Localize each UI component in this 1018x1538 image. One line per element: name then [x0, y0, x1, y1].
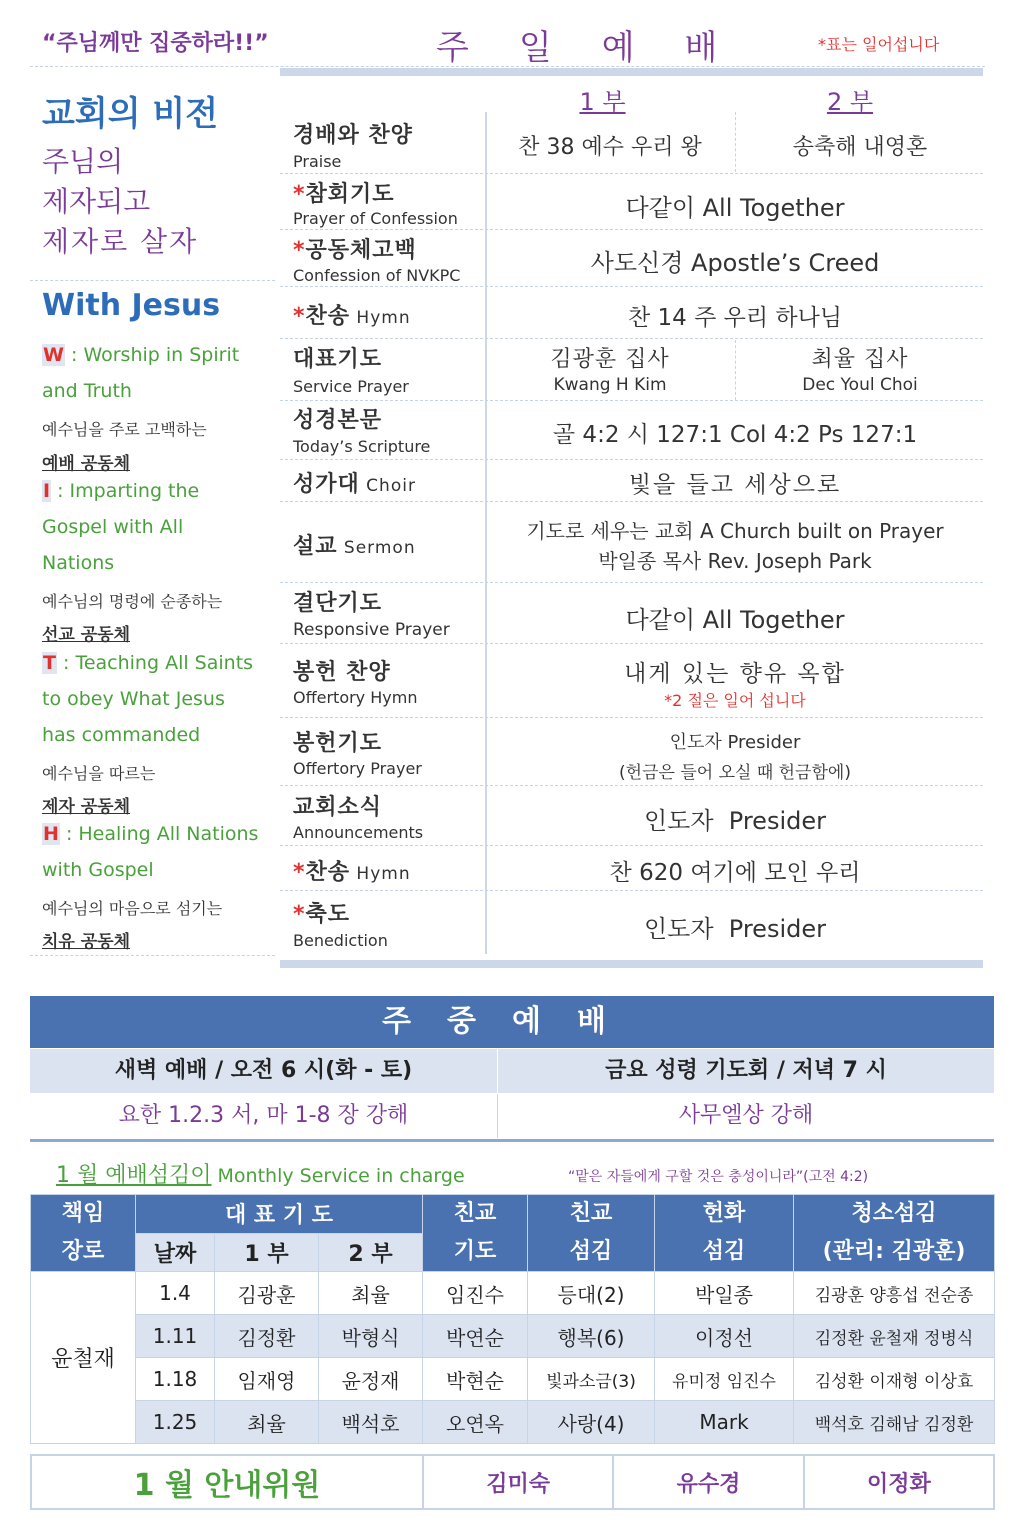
dawn-head: 새벽 예배 / 오전 6 시(화 - 토) [30, 1049, 497, 1093]
sermon-en: Sermon [337, 538, 416, 558]
vision-line: 주님의 [42, 145, 124, 178]
column-divider [485, 112, 487, 954]
choir-label: 성가대 [293, 472, 360, 497]
row-fellowship-prayer: 임진수 [423, 1272, 528, 1315]
stand-note: *표는 일어섭니다 [818, 35, 940, 54]
row-fellowship-prayer: 박현순 [423, 1358, 528, 1401]
announce-en: Announcements [293, 823, 424, 842]
weekly-title: 주중예배 [30, 996, 994, 1048]
col-1bu: 1 부 [579, 88, 626, 116]
h-line: H : Healing All Nations [43, 823, 259, 845]
t-line3: has commanded [42, 724, 201, 746]
split [735, 112, 736, 172]
i-letter: I [43, 480, 51, 502]
row-divider [280, 286, 983, 287]
table-top-band [280, 68, 983, 76]
monthly-verse: “맡은 자들에게 구할 것은 충성이니라”(고전 4:2) [568, 1169, 869, 1185]
sermon-title: 기도로 세우는 교회 A Church built on Prayer [526, 519, 944, 543]
row-flower: Mark [655, 1401, 794, 1444]
row-date: 1.11 [136, 1315, 215, 1358]
scripture-value: 골 4:2 시 127:1 Col 4:2 Ps 127:1 [552, 422, 918, 448]
row-divider [280, 173, 983, 174]
prayer-2-en: Dec Youl Choi [802, 375, 918, 395]
row-2bu: 윤정재 [319, 1358, 423, 1401]
star: * [293, 860, 306, 885]
confession-value: 다같이 All Together [625, 194, 845, 222]
dawn-body: 요한 1.2.3 서, 마 1-8 장 강해 [118, 1103, 409, 1128]
header-cleaning: 청소섬김 (관리: 김광훈) [794, 1195, 995, 1272]
col-2bu: 2 부 [826, 88, 874, 116]
hymn1-en: Hymn [350, 308, 411, 328]
bene-value: 인도자 Presider [643, 915, 826, 943]
h-kr: 예수님의 마음으로 섬기는 [42, 899, 223, 918]
elder-name: 윤철재 [31, 1272, 136, 1444]
row-divider [280, 229, 983, 230]
prayer-2: 최율 집사 [811, 347, 909, 372]
header-elder: 책임 장로 [31, 1195, 136, 1272]
vision-line: 제자되고 [42, 185, 151, 218]
row-fellowship-prayer: 박연순 [423, 1315, 528, 1358]
motto: “주님께만 집중하라!!” [42, 31, 269, 56]
responsive-label: 결단기도 [293, 591, 383, 616]
row-cleaning: 김광훈 양흥섭 전순종 [794, 1272, 995, 1315]
header-rep: 대 표 기 도 [136, 1195, 423, 1234]
row-divider [280, 785, 983, 786]
bene-en: Benediction [293, 931, 388, 950]
offhymn-value: 내게 있는 향유 옥합 [624, 661, 846, 687]
responsive-en: Responsive Prayer [293, 620, 450, 640]
usher-table [30, 1454, 995, 1510]
t-kr: 예수님을 따르는 [42, 764, 156, 783]
praise-label: 경배와 찬양 [293, 123, 413, 148]
star: * [293, 304, 306, 329]
hymn1-label: 찬송 [305, 304, 351, 329]
sermon-label: 설교 [293, 534, 338, 559]
row-flower: 박일종 [655, 1272, 794, 1315]
h-community: 치유 공동체 [42, 932, 131, 952]
row-1bu: 임재영 [215, 1358, 319, 1401]
divider [30, 955, 275, 956]
w-line2: and Truth [42, 380, 132, 402]
header-1bu: 1 부 [215, 1233, 319, 1272]
sermon-preacher: 박일종 목사 Rev. Joseph Park [598, 549, 872, 573]
offprayer-note: (헌금은 들어 오실 때 헌금함에) [619, 763, 851, 783]
header-fellowship-serve: 친교 섬김 [528, 1195, 655, 1272]
row-date: 1.25 [136, 1401, 215, 1444]
row-divider [280, 643, 983, 644]
row-divider [280, 459, 983, 460]
i-line: I : Imparting the [43, 480, 200, 502]
row-1bu: 김정환 [215, 1315, 319, 1358]
row-fellowship-prayer: 오연옥 [423, 1401, 528, 1444]
creed-en: Confession of NVKPC [293, 266, 461, 285]
row-divider [280, 400, 983, 401]
page-title: 주일예배 [436, 28, 768, 68]
divider [30, 1139, 994, 1142]
usher-name: 유수경 [613, 1455, 803, 1509]
t-letter: T [43, 652, 56, 674]
header-date: 날짜 [136, 1233, 215, 1272]
vision-line: 제자로 살자 [42, 225, 199, 258]
prayer-1-en: Kwang H Kim [553, 375, 667, 395]
row-divider [280, 338, 983, 339]
hymn2-en: Hymn [350, 864, 411, 884]
row-divider [280, 845, 983, 846]
monthly-title [56, 1158, 465, 1189]
t-line: T : Teaching All Saints [43, 652, 254, 674]
i-line2: Gospel with All [42, 516, 184, 538]
choir-en: Choir [359, 476, 416, 496]
row-cleaning: 김정환 윤철재 정병식 [794, 1315, 995, 1358]
split [735, 340, 736, 400]
hymn2-label: 찬송 [305, 860, 351, 885]
offhymn-en: Offertory Hymn [293, 688, 418, 707]
offprayer-value: 인도자 Presider [669, 732, 801, 753]
offprayer-label: 봉헌기도 [293, 731, 383, 756]
star: * [293, 902, 306, 927]
row-2bu: 백석호 [319, 1401, 423, 1444]
prayer-en: Service Prayer [293, 377, 409, 396]
offhymn-label: 봉헌 찬양 [293, 660, 391, 685]
star: * [293, 182, 306, 207]
row-date: 1.18 [136, 1358, 215, 1401]
responsive-value: 다같이 All Together [625, 606, 845, 634]
praise-1: 찬 38 예수 우리 왕 [518, 135, 702, 160]
announce-label: 교회소식 [293, 795, 383, 820]
offhymn-note: *2 절은 일어 섭니다 [664, 691, 806, 710]
i-line3: Nations [42, 552, 115, 574]
creed-label: 공동체고백 [305, 238, 417, 263]
service-table [30, 1194, 995, 1444]
divider [30, 66, 985, 67]
row-divider [280, 717, 983, 718]
w-letter: W [43, 344, 64, 366]
divider [30, 280, 275, 281]
row-cleaning: 백석호 김해남 김정환 [794, 1401, 995, 1444]
friday-head: 금요 성령 기도회 / 저녁 7 시 [498, 1049, 994, 1093]
header-2bu: 2 부 [319, 1233, 423, 1272]
confession-en: Prayer of Confession [293, 209, 458, 228]
t-line2: to obey What Jesus [42, 688, 225, 710]
announce-value: 인도자 Presider [643, 807, 826, 835]
usher-name: 이정화 [804, 1455, 994, 1509]
table-bottom-band [280, 960, 983, 968]
row-fellowship-serve: 빛과소금(3) [528, 1358, 655, 1401]
hymn1-value: 찬 14 주 우리 하나님 [627, 305, 843, 331]
row-date: 1.4 [136, 1272, 215, 1315]
row-1bu: 최율 [215, 1401, 319, 1444]
header-fellowship-prayer: 친교 기도 [423, 1195, 528, 1272]
w-line: W : Worship in Spirit [43, 344, 240, 366]
bene-label: 축도 [305, 902, 351, 927]
row-1bu: 김광훈 [215, 1272, 319, 1315]
scripture-en: Today’s Scripture [293, 437, 431, 456]
row-flower: 유미정 임진수 [655, 1358, 794, 1401]
hymn2-value: 찬 620 여기에 모인 우리 [609, 860, 861, 886]
usher-title: 1 월 안내위원 [31, 1455, 423, 1509]
row-2bu: 박형식 [319, 1315, 423, 1358]
monthly-title-en: Monthly Service in charge [211, 1165, 465, 1187]
i-kr: 예수님의 명령에 순종하는 [42, 592, 223, 611]
row-divider [280, 890, 983, 891]
row-flower: 이정선 [655, 1315, 794, 1358]
prayer-label: 대표기도 [293, 347, 383, 372]
row-fellowship-serve: 등대(2) [528, 1272, 655, 1315]
row-divider [280, 501, 983, 502]
star: * [293, 238, 306, 263]
usher-name: 김미숙 [423, 1455, 613, 1509]
creed-value: 사도신경 Apostle’s Creed [590, 249, 880, 277]
friday-body: 사무엘상 강해 [678, 1103, 814, 1128]
row-divider [280, 582, 983, 583]
header-flower: 헌화 섬김 [655, 1195, 794, 1272]
praise-2: 송축해 내영혼 [792, 135, 928, 160]
row-fellowship-serve: 사랑(4) [528, 1401, 655, 1444]
scripture-label: 성경본문 [293, 408, 383, 433]
i-community: 선교 공동체 [42, 625, 131, 645]
row-2bu: 최율 [319, 1272, 423, 1315]
w-kr: 예수님을 주로 고백하는 [42, 420, 207, 439]
choir-value: 빛을 들고 세상으로 [628, 472, 842, 498]
w-community: 예배 공동체 [42, 454, 131, 474]
praise-en: Praise [293, 152, 342, 171]
row-fellowship-serve: 행복(6) [528, 1315, 655, 1358]
prayer-1: 김광훈 집사 [550, 347, 670, 372]
row-cleaning: 김성환 이재형 이상효 [794, 1358, 995, 1401]
with-jesus-title: With Jesus [42, 288, 221, 323]
h-letter: H [43, 823, 59, 845]
monthly-title-kr: 1 월 예배섬김이 [56, 1163, 212, 1188]
h-line2: with Gospel [42, 859, 154, 881]
confession-label: 참회기도 [305, 182, 395, 207]
vision-title: 교회의 비전 [42, 94, 219, 134]
offprayer-en: Offertory Prayer [293, 759, 422, 778]
t-community: 제자 공동체 [42, 797, 131, 817]
